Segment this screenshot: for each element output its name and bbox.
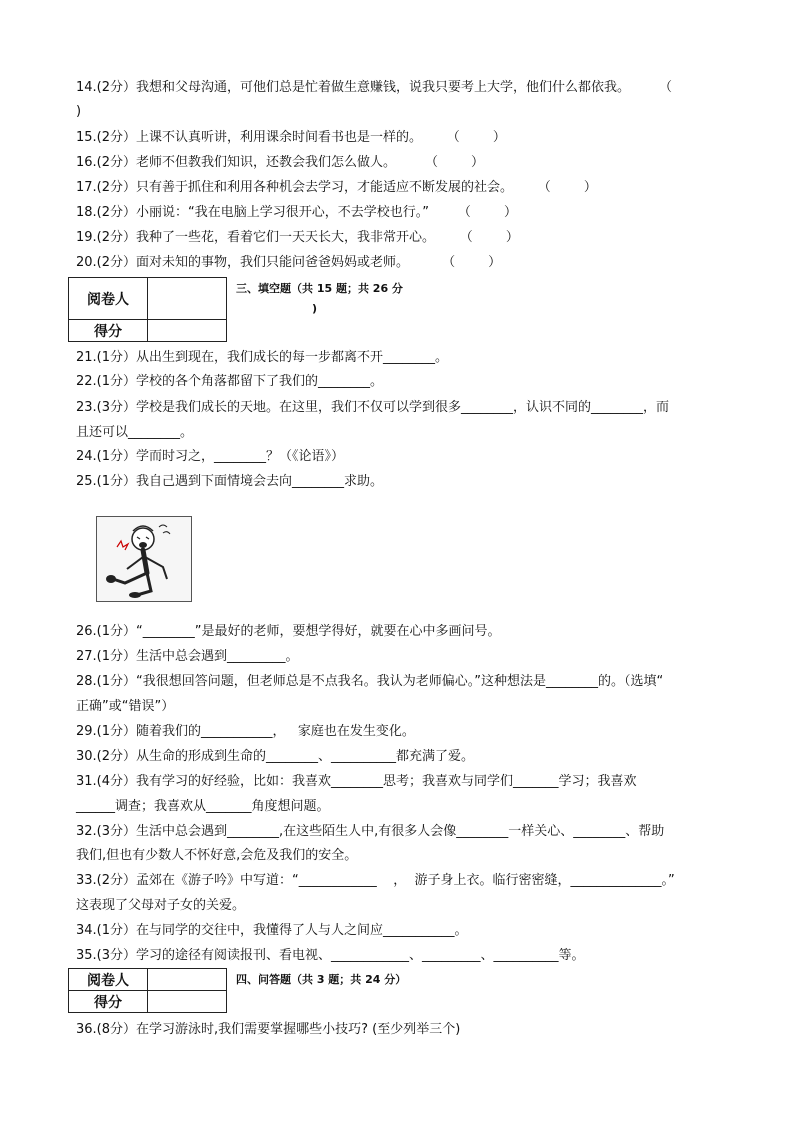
score-label-2: 得分 <box>69 991 148 1013</box>
question-21: 21.(1分）从出生到现在，我们成长的每一步都离不开________。 <box>76 350 449 365</box>
question-28: 28.(1分）“我很想回答问题，但老师总是不点我名。我认为老师偏心。”这种想法是________的。（选填“ <box>76 674 664 689</box>
reviewer-label: 阅卷人 <box>69 278 148 320</box>
question-36: 36.(8分）在学习游泳时,我们需要掌握哪些小技巧? (至少列举三个) <box>76 1022 461 1037</box>
question-30: 30.(2分）从生命的形成到生命的________、__________都充满了爱。 <box>76 749 475 764</box>
question-33: 33.(2分）孟郊在《游子吟》中写道：“____________ ， 游子身上衣。临行密密缝，______________。” <box>76 873 675 888</box>
question-19: 19.(2分）我种了一些花，看着它们一天天长大，我非常开心。 （ ） <box>76 230 519 245</box>
injured-child-illustration <box>96 516 192 602</box>
section-4-title: 四、问答题（共 3 题；共 24 分） <box>236 973 407 986</box>
question-35: 35.(3分）学习的途径有阅读报刊、看电视、____________、_________、__________等。 <box>76 948 585 963</box>
question-23: 23.(3分）学校是我们成长的天地。在这里，我们不仅可以学到很多________，认识不同的________，而 <box>76 400 670 415</box>
question-16: 16.(2分）老师不但教我们知识，还教会我们怎么做人。 （ ） <box>76 155 485 170</box>
question-18: 18.(2分）小丽说：“我在电脑上学习很开心，不去学校也行。” （ ） <box>76 205 517 220</box>
score-cell-2 <box>148 991 227 1013</box>
score-cell <box>148 320 227 342</box>
score-box-2 <box>68 968 227 1013</box>
question-23-cont: 且还可以________。 <box>76 425 194 440</box>
injured-child-icon <box>97 517 191 601</box>
question-14-cont: ) <box>76 104 82 119</box>
question-26: 26.(1分）“________”是最好的老师，要想学得好，就要在心中多画问号。 <box>76 624 501 639</box>
question-32-cont: 我们,但也有少数人不怀好意,会危及我们的安全。 <box>76 848 358 863</box>
question-31-cont: ______调查；我喜欢从_______角度想问题。 <box>76 799 330 814</box>
question-24: 24.(1分）学而时习之，________？（《论语》） <box>76 449 345 464</box>
question-27: 27.(1分）生活中总会遇到_________。 <box>76 649 299 664</box>
question-25: 25.(1分）我自己遇到下面情境会去向________求助。 <box>76 474 384 489</box>
score-box <box>68 277 227 342</box>
question-14: 14.(2分）我想和父母沟通，可他们总是忙着做生意赚钱，说我只要考上大学，他们什么都依我。 （ <box>76 80 672 95</box>
score-label: 得分 <box>69 320 148 342</box>
question-15: 15.(2分）上课不认真听讲，利用课余时间看书也是一样的。 （ ） <box>76 130 506 145</box>
question-32: 32.(3分）生活中总会遇到________,在这些陌生人中,有很多人会像________一样关心、________、帮助 <box>76 824 665 839</box>
question-17: 17.(2分）只有善于抓住和利用各种机会去学习，才能适应不断发展的社会。 （ ） <box>76 180 597 195</box>
reviewer-cell <box>148 278 227 320</box>
reviewer-label-2: 阅卷人 <box>69 969 148 991</box>
reviewer-cell-2 <box>148 969 227 991</box>
section-3-title: 三、填空题（共 15 题；共 26 分 <box>236 282 403 295</box>
question-33-cont: 这表现了父母对子女的关爱。 <box>76 898 246 913</box>
section-3-title-cont: ) <box>312 302 318 315</box>
question-22: 22.(1分）学校的各个角落都留下了我们的________。 <box>76 374 384 389</box>
question-28-cont: 正确”或“错误”） <box>76 699 175 714</box>
question-20: 20.(2分）面对未知的事物，我们只能问爸爸妈妈或老师。 （ ） <box>76 255 502 270</box>
question-31: 31.(4分）我有学习的好经验，比如：我喜欢________思考；我喜欢与同学们_______学习；我喜欢 <box>76 774 637 789</box>
question-29: 29.(1分）随着我们的___________， 家庭也在发生变化。 <box>76 724 415 739</box>
question-34: 34.(1分）在与同学的交往中，我懂得了人与人之间应___________。 <box>76 923 468 938</box>
